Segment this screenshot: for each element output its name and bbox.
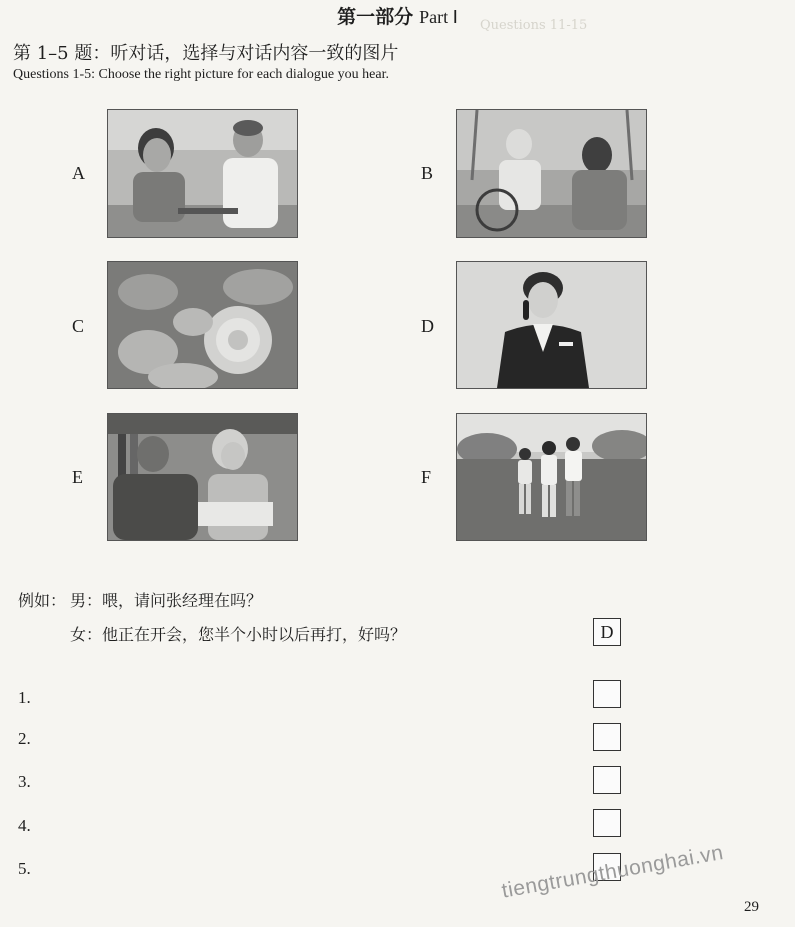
question-3-number: 3.	[18, 772, 31, 791]
question-1-answer-box[interactable]	[593, 680, 621, 708]
instruction-en: Questions 1-5: Choose the right picture for each dialogue you hear.	[13, 67, 389, 82]
picture-d-woman-phone	[456, 261, 647, 389]
question-4-answer-box[interactable]	[593, 809, 621, 837]
example-answer: D	[600, 622, 614, 642]
bleed-through-text: Questions 11-15	[480, 18, 588, 33]
question-5-number: 5.	[18, 859, 31, 878]
watermark: tiengtrungthuonghai.vn	[500, 840, 726, 903]
example-female-line: 女：他正在开会，您半个小时以后再打，好吗？	[70, 625, 407, 644]
question-4-number: 4.	[18, 816, 31, 835]
example-male-line: 男：喂，请问张经理在吗？	[70, 591, 263, 610]
question-3-answer-box[interactable]	[593, 766, 621, 794]
question-2-number: 2.	[18, 729, 31, 748]
picture-label-f: F	[421, 467, 432, 487]
page-number: 29	[744, 899, 759, 915]
picture-f-family-park	[456, 413, 647, 541]
picture-label-b: B	[421, 163, 434, 183]
section-title-cn: 第一部分	[337, 6, 414, 28]
example-answer-box	[593, 618, 621, 646]
question-1-number: 1.	[18, 688, 31, 707]
part-label: Part Ⅰ	[419, 7, 458, 27]
picture-label-a: A	[72, 163, 85, 183]
picture-c-flowers	[107, 261, 298, 389]
picture-b-elderly-wheelchair	[456, 109, 647, 238]
picture-a-doctor-consultation	[107, 109, 298, 238]
picture-label-d: D	[421, 316, 434, 336]
question-2-answer-box[interactable]	[593, 723, 621, 751]
picture-label-e: E	[72, 467, 83, 487]
picture-label-c: C	[72, 316, 85, 336]
picture-e-clothing-shop	[107, 413, 298, 541]
instruction-cn: 第 1–5 题：听对话，选择与对话内容一致的图片	[13, 43, 399, 64]
section-title	[0, 2, 795, 29]
example-prefix: 例如：	[18, 591, 67, 610]
